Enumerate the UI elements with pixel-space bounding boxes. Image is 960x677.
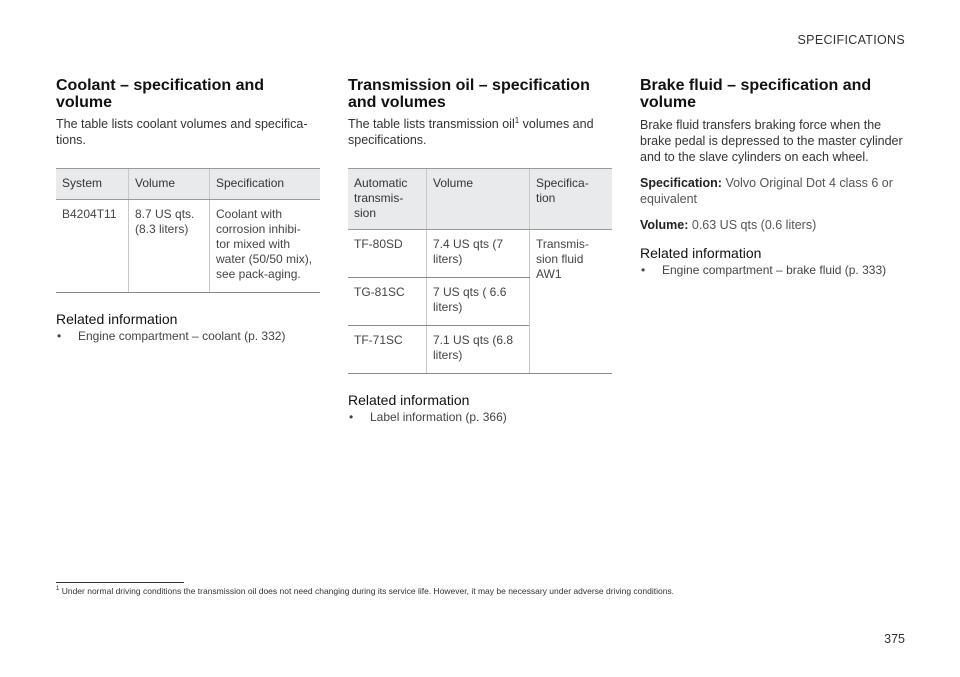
brake-volume-label: Volume: — [640, 218, 689, 232]
transmission-table-header-specification: Specifica-tion — [530, 169, 613, 230]
section-header: SPECIFICATIONS — [797, 33, 905, 47]
coolant-table-header-volume: Volume — [129, 169, 210, 200]
transmission-related-link[interactable]: Label information (p. 366) — [370, 410, 507, 424]
transmission-intro-text: The table lists transmission oil — [348, 117, 515, 131]
brake-related-heading: Related information — [640, 245, 762, 261]
coolant-system-cell: B4204T11 — [56, 200, 129, 293]
coolant-heading: Coolant – specification and volume — [56, 77, 265, 111]
footnote-text: Under normal driving conditions the transmission oil does not need changing during its service life. However, it may be necessary under adverse driving conditions. — [61, 586, 675, 596]
footnote-number: 1 — [56, 586, 60, 593]
transmission-intro-text-end: volumes and specifications. — [348, 117, 594, 147]
footnote-divider — [56, 582, 184, 583]
list-item — [56, 329, 320, 344]
page-number: 375 — [884, 632, 905, 646]
transmission-volume-cell: 7 US qts ( 6.6 liters) — [427, 278, 530, 326]
brake-section — [640, 77, 904, 278]
brake-volume-value: 0.63 US qts (0.6 liters) — [691, 218, 817, 232]
coolant-table-header-system: System — [56, 169, 129, 200]
transmission-heading: Transmission oil – specification and volumes — [348, 77, 590, 111]
list-item — [640, 263, 904, 278]
footnote — [56, 586, 674, 596]
bullet-icon: • — [641, 263, 646, 277]
transmission-table-header-volume: Volume — [427, 169, 530, 230]
coolant-table-header-specification: Specification — [210, 169, 321, 200]
transmission-related-list — [348, 410, 612, 425]
brake-volume — [640, 217, 904, 233]
transmission-model-cell: TG-81SC — [348, 278, 427, 326]
coolant-section — [56, 77, 320, 344]
transmission-model-cell: TF-80SD — [348, 230, 427, 278]
coolant-related-list — [56, 329, 320, 344]
table-row — [56, 200, 320, 293]
transmission-volume-cell: 7.4 US qts (7 liters) — [427, 230, 530, 278]
transmission-volume-cell: 7.1 US qts (6.8 liters) — [427, 326, 530, 374]
coolant-volume-cell: 8.7 US qts. (8.3 liters) — [129, 200, 210, 293]
transmission-table — [348, 168, 612, 374]
transmission-section — [348, 77, 612, 425]
brake-related-list — [640, 263, 904, 278]
list-item — [348, 410, 612, 425]
transmission-model-cell: TF-71SC — [348, 326, 427, 374]
brake-heading: Brake fluid – specification and volume — [640, 77, 872, 111]
coolant-related-link[interactable]: Engine compartment – coolant (p. 332) — [78, 329, 286, 343]
transmission-intro — [348, 116, 612, 148]
coolant-intro: The table lists coolant volumes and specifica-tions. — [56, 117, 308, 147]
footnote-marker: 1 — [514, 115, 520, 125]
coolant-table — [56, 168, 320, 293]
brake-related-link[interactable]: Engine compartment – brake fluid (p. 333) — [662, 263, 887, 277]
bullet-icon: • — [349, 410, 354, 424]
transmission-spec-cell: Transmis-sion fluid AW1 — [530, 230, 613, 374]
bullet-icon: • — [57, 329, 62, 343]
transmission-table-header-transmission: Automatic transmis-sion — [348, 169, 427, 230]
brake-body: Brake fluid transfers braking force when the brake pedal is depressed to the master cylinder and to the slave cylinders on each wheel. — [640, 118, 903, 164]
table-row — [348, 230, 612, 278]
brake-spec-label: Specification: — [640, 176, 722, 190]
brake-spec-value: Volvo Original Dot 4 class 6 or equivalent — [640, 176, 893, 206]
coolant-related-heading: Related information — [56, 311, 178, 327]
brake-specification — [640, 175, 904, 207]
coolant-spec-cell: Coolant with corrosion inhibi-tor mixed with water (50/50 mix), see pack-aging. — [210, 200, 321, 293]
transmission-related-heading: Related information — [348, 392, 470, 408]
